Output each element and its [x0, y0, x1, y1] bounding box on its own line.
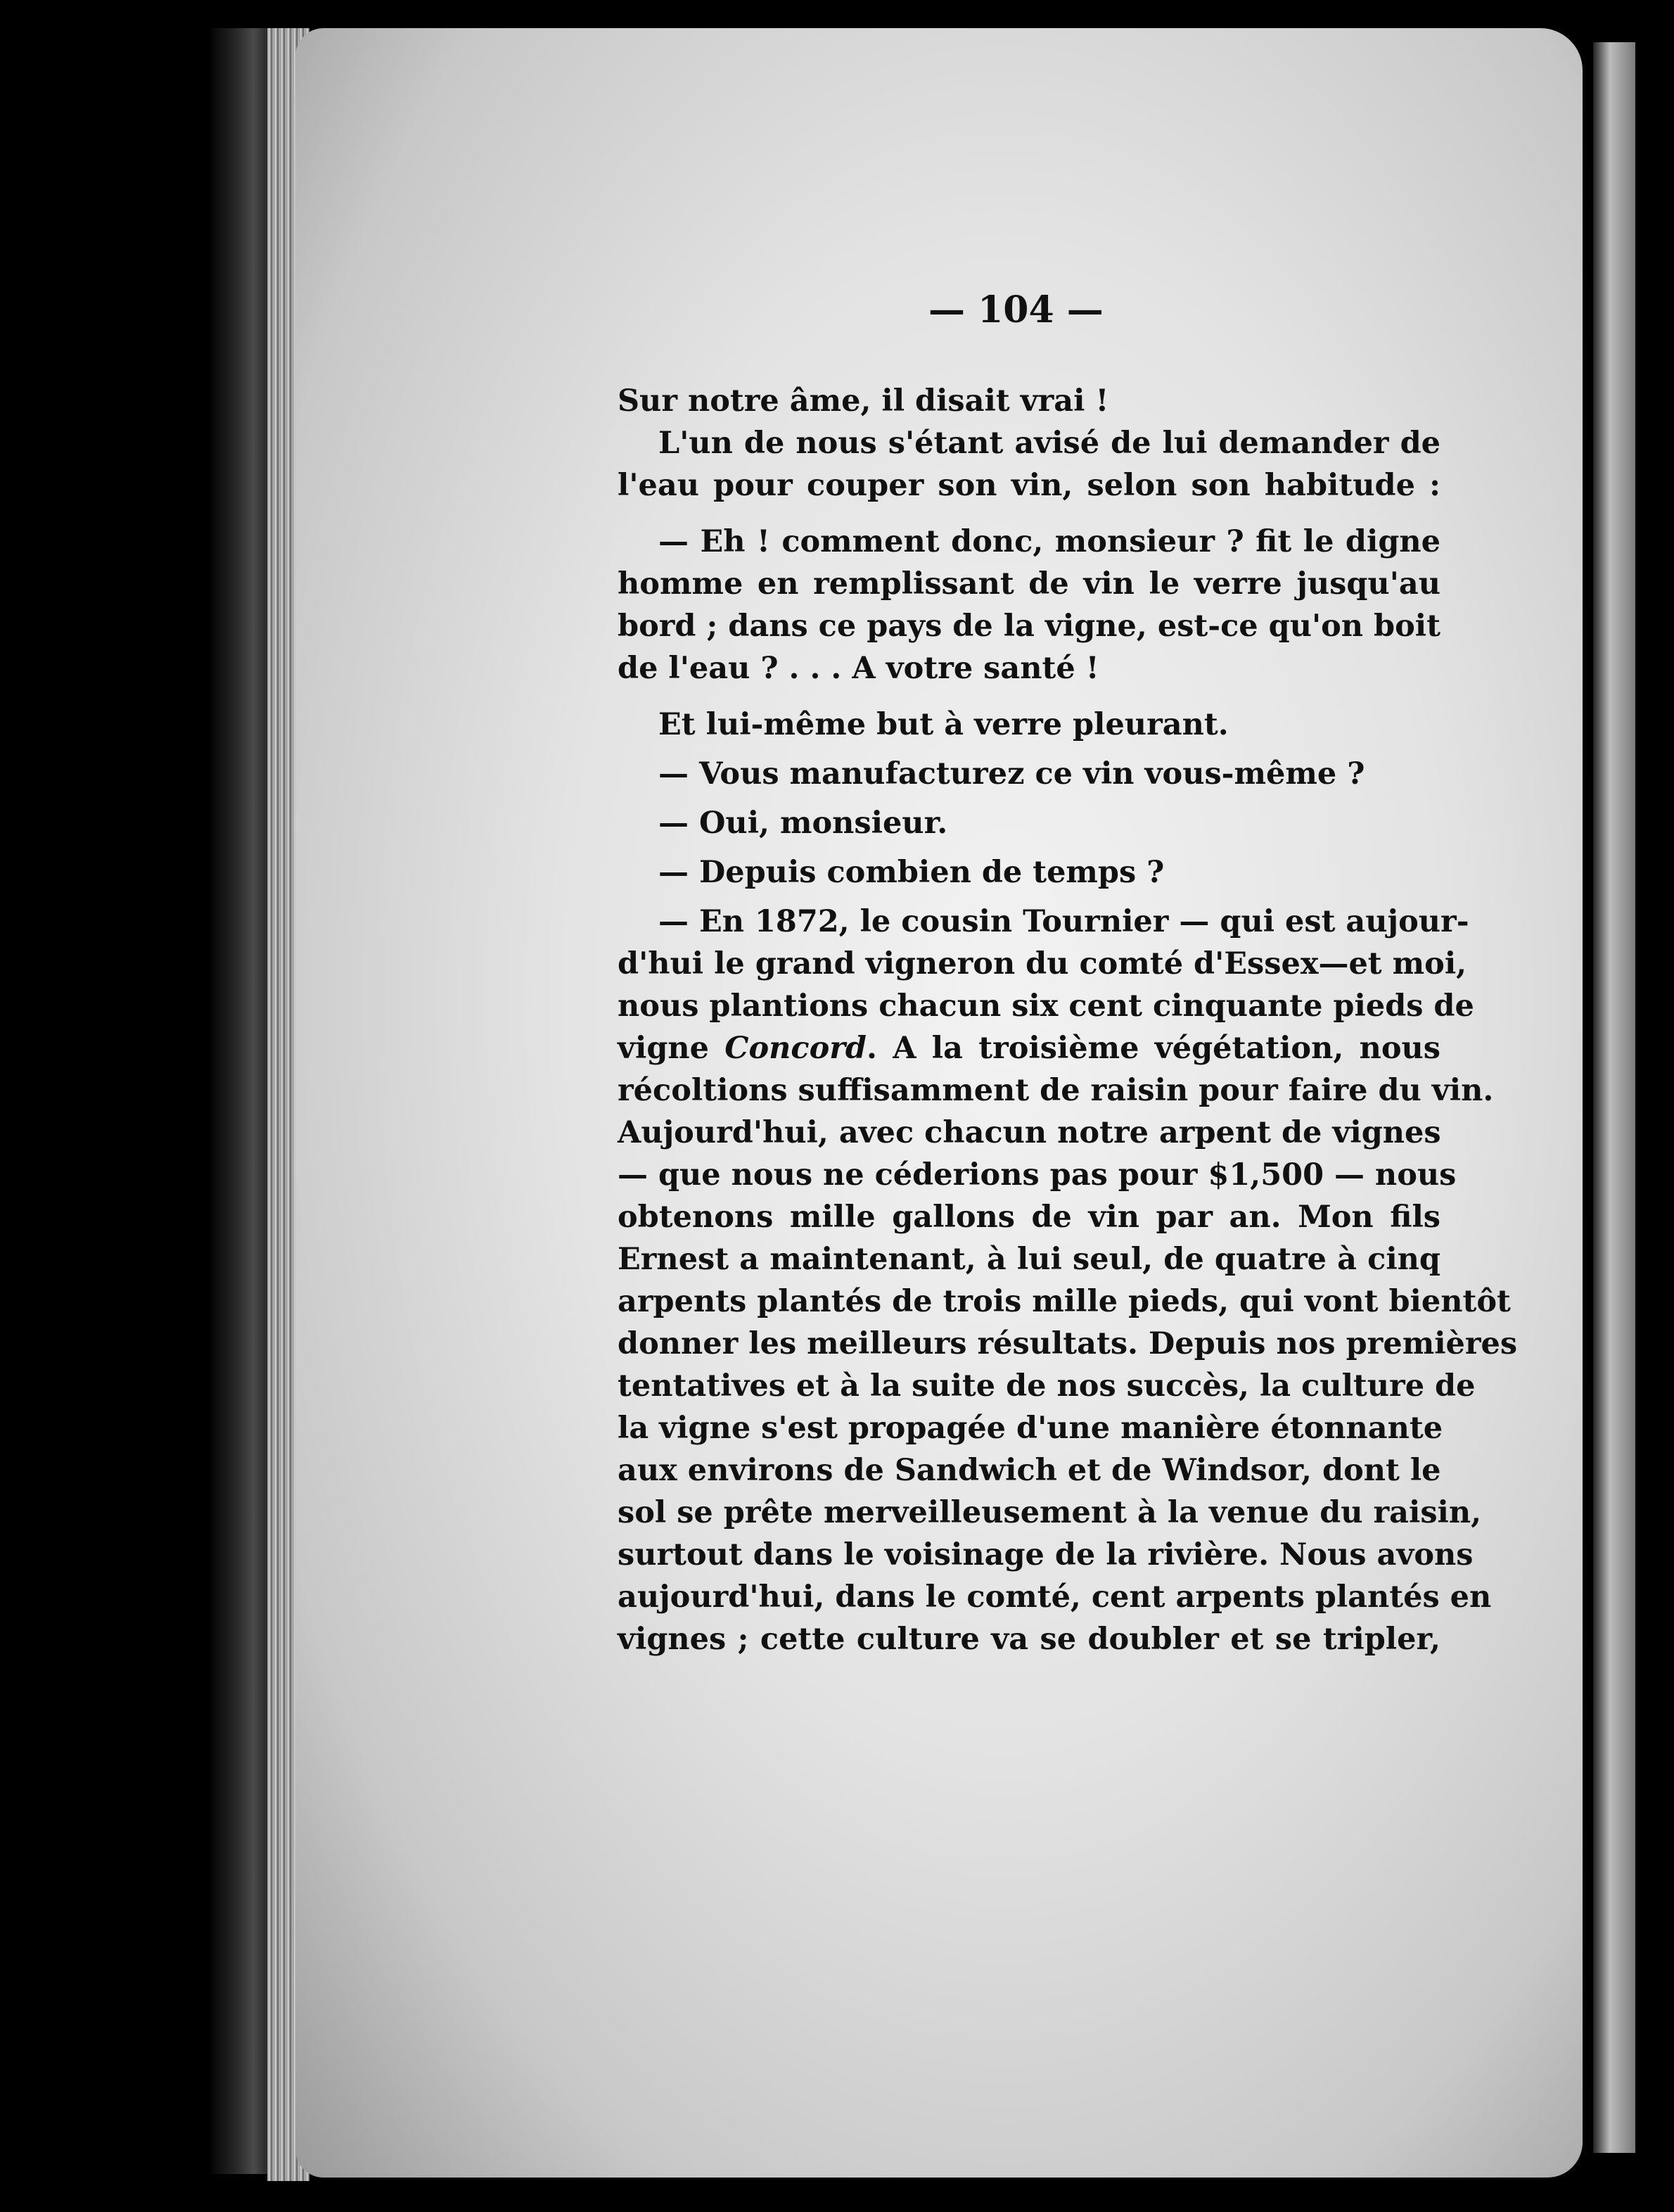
text-line: l'eau pour couper son vin, selon son habitude : [618, 468, 1440, 503]
text-line: arpents plantés de trois mille pieds, qui vont bientôt [618, 1284, 1511, 1319]
text-line: sol se prête merveilleusement à la venue du raisin, [618, 1495, 1482, 1530]
text-line: d'hui le grand vigneron du comté d'Essex—et moi, [618, 946, 1467, 981]
text-line: vignes ; cette culture va se doubler et se tripler, [618, 1622, 1440, 1657]
text-line: nous plantions chacun six cent cinquante pieds de [618, 989, 1474, 1024]
text-line: donner les meilleurs résultats. Depuis nos premières [618, 1326, 1518, 1361]
facing-page-edge [1593, 42, 1635, 2153]
text-line: récoltions suffisamment de raisin pour faire du vin. [618, 1073, 1494, 1108]
text-line: Ernest a maintenant, à lui seul, de quatre à cinq [618, 1242, 1440, 1277]
text-line: bord ; dans ce pays de la vigne, est-ce qu'on boit [618, 609, 1440, 644]
text-line [618, 1027, 1440, 1069]
text-line: obtenons mille gallons de vin par an. Mon fils [618, 1200, 1440, 1235]
text-line: Sur notre âme, il disait vrai ! [618, 383, 1109, 419]
text-fragment: . A la troisième végétation, nous [867, 1031, 1440, 1066]
text-line: Aujourd'hui, avec chacun notre arpent de vignes [618, 1115, 1441, 1150]
text-line: aux environs de Sandwich et de Windsor, dont le [618, 1453, 1441, 1488]
text-line: — Eh ! comment donc, monsieur ? fit le digne [658, 524, 1440, 559]
text-line: L'un de nous s'étant avisé de lui demander de [658, 426, 1440, 461]
text-line: homme en remplissant de vin le verre jusqu'au [618, 566, 1440, 602]
text-line: Et lui-même but à verre pleurant. [658, 707, 1229, 742]
page-number: — 104 — [928, 288, 1104, 331]
text-line: — Vous manufacturez ce vin vous-même ? [658, 756, 1365, 792]
text-fragment: vigne [618, 1031, 725, 1066]
italic-word: Concord [724, 1031, 867, 1066]
text-line: surtout dans le voisinage de la rivière. Nous avons [618, 1537, 1474, 1572]
text-line: de l'eau ? . . . A votre santé ! [618, 651, 1099, 686]
text-line: — que nous ne céderions pas pour $1,500 — nous [618, 1157, 1457, 1193]
text-line: — En 1872, le cousin Tournier — qui est aujour- [658, 904, 1469, 939]
text-line: tentatives et à la suite de nos succès, la culture de [618, 1368, 1476, 1404]
text-line: — Depuis combien de temps ? [658, 855, 1165, 890]
text-line: — Oui, monsieur. [658, 806, 948, 841]
text-line: la vigne s'est propagée d'une manière étonnante [618, 1411, 1443, 1446]
text-line: aujourd'hui, dans le comté, cent arpents plantés en [618, 1579, 1492, 1615]
